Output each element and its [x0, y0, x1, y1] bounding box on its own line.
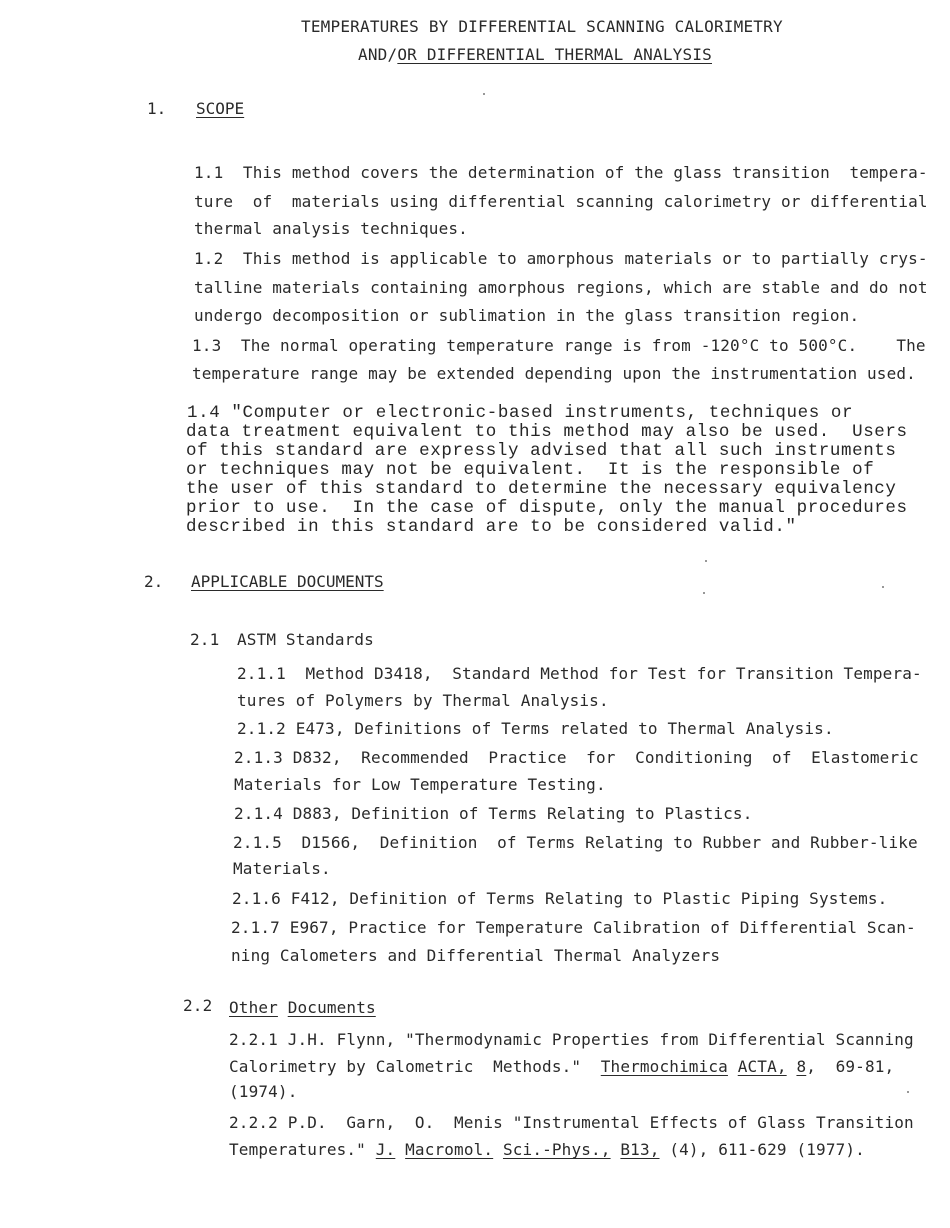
para-1-4-line-7: described in this standard are to be considered valid."	[186, 517, 797, 537]
item-2-1-3-line-2: Materials for Low Temperature Testing.	[234, 775, 606, 794]
item-2-1-1-line-1: 2.1.1 Method D3418, Standard Method for Test for Transition Tempera-	[237, 664, 922, 683]
section-1-number: 1.	[147, 99, 167, 118]
item-2-2-2-line-2: Temperatures." J. Macromol. Sci.-Phys., B13, (4), 611-629 (1977).	[229, 1140, 865, 1159]
title-line-2	[358, 45, 712, 65]
para-1-1-line-2: ture of materials using differential scanning calorimetry or differential	[194, 192, 928, 211]
section-1-heading: SCOPE	[196, 99, 245, 118]
title-and-or: AND/	[358, 45, 398, 64]
item-2-2-1-line-3: (1974).	[229, 1082, 298, 1101]
para-1-4-line-3: of this standard are expressly advised that all such instruments	[186, 441, 897, 461]
scan-speck	[483, 93, 485, 95]
subsection-2-2-heading: Other Documents	[229, 998, 376, 1017]
journal-sci-phys: Sci.-Phys.,	[502, 1140, 611, 1159]
item-2-1-5-line-2: Materials.	[233, 859, 331, 878]
section-2-heading: APPLICABLE DOCUMENTS	[191, 572, 384, 591]
item-2-1-6: 2.1.6 F412, Definition of Terms Relating to Plastic Piping Systems.	[232, 889, 888, 908]
journal-volume: 8	[796, 1057, 807, 1076]
para-1-4-line-1: 1.4 "Computer or electronic-based instruments, techniques or	[187, 403, 854, 423]
para-1-2-line-2: talline materials containing amorphous regions, which are stable and do not	[194, 278, 928, 297]
para-1-1-line-1: 1.1 This method covers the determination of the glass transition tempera-	[194, 163, 928, 182]
item-2-1-4: 2.1.4 D883, Definition of Terms Relating to Plastics.	[234, 804, 753, 823]
para-1-1-line-3: thermal analysis techniques.	[194, 219, 468, 238]
item-2-2-1-line-1: 2.2.1 J.H. Flynn, "Thermodynamic Properties from Differential Scanning	[229, 1030, 914, 1049]
scan-speck	[705, 560, 707, 562]
title-underlined: OR DIFFERENTIAL THERMAL ANALYSIS	[397, 45, 712, 64]
item-2-1-5-line-1: 2.1.5 D1566, Definition of Terms Relating to Rubber and Rubber-like	[233, 833, 918, 852]
para-1-2-line-1: 1.2 This method is applicable to amorphous materials or to partially crys-	[194, 249, 928, 268]
item-2-2-1-line-2: Calorimetry by Calometric Methods." Thermochimica ACTA, 8, 69-81,	[229, 1057, 895, 1076]
item-2-1-7-line-2: ning Calometers and Differential Thermal Analyzers	[231, 946, 721, 965]
para-1-3-line-2: temperature range may be extended depending upon the instrumentation used.	[192, 364, 916, 383]
journal-j: J.	[375, 1140, 396, 1159]
title-line-1: TEMPERATURES BY DIFFERENTIAL SCANNING CALORIMETRY	[301, 17, 783, 36]
item-2-1-2: 2.1.2 E473, Definitions of Terms related to Thermal Analysis.	[237, 719, 834, 738]
para-1-4-line-6: prior to use. In the case of dispute, only the manual procedures	[186, 498, 908, 518]
journal-b13: B13,	[620, 1140, 660, 1159]
journal-thermochimica: Thermochimica	[600, 1057, 728, 1076]
item-2-1-7-line-1: 2.1.7 E967, Practice for Temperature Calibration of Differential Scan-	[231, 918, 916, 937]
item-2-2-2-line-1: 2.2.2 P.D. Garn, O. Menis "Instrumental Effects of Glass Transition	[229, 1113, 914, 1132]
scan-speck	[907, 1091, 909, 1093]
item-2-1-3-line-1: 2.1.3 D832, Recommended Practice for Conditioning of Elastomeric	[234, 748, 919, 767]
subsection-2-1-number: 2.1	[190, 630, 220, 649]
para-1-4-line-5: the user of this standard to determine the necessary equivalency	[186, 479, 897, 499]
section-2-number: 2.	[144, 572, 164, 591]
subsection-2-2-number: 2.2	[183, 996, 213, 1015]
scan-speck	[882, 586, 884, 588]
para-1-3-line-1: 1.3 The normal operating temperature range is from -120°C to 500°C. The	[192, 336, 926, 355]
para-1-4-line-2: data treatment equivalent to this method may also be used. Users	[186, 422, 908, 442]
para-1-2-line-3: undergo decomposition or sublimation in the glass transition region.	[194, 306, 860, 325]
para-1-4-line-4: or techniques may not be equivalent. It is the responsible of	[186, 460, 875, 480]
scan-speck	[703, 592, 705, 594]
journal-acta: ACTA,	[737, 1057, 787, 1076]
item-2-1-1-line-2: tures of Polymers by Thermal Analysis.	[237, 691, 609, 710]
journal-macromol: Macromol.	[405, 1140, 494, 1159]
subsection-2-1-heading: ASTM Standards	[237, 630, 374, 649]
